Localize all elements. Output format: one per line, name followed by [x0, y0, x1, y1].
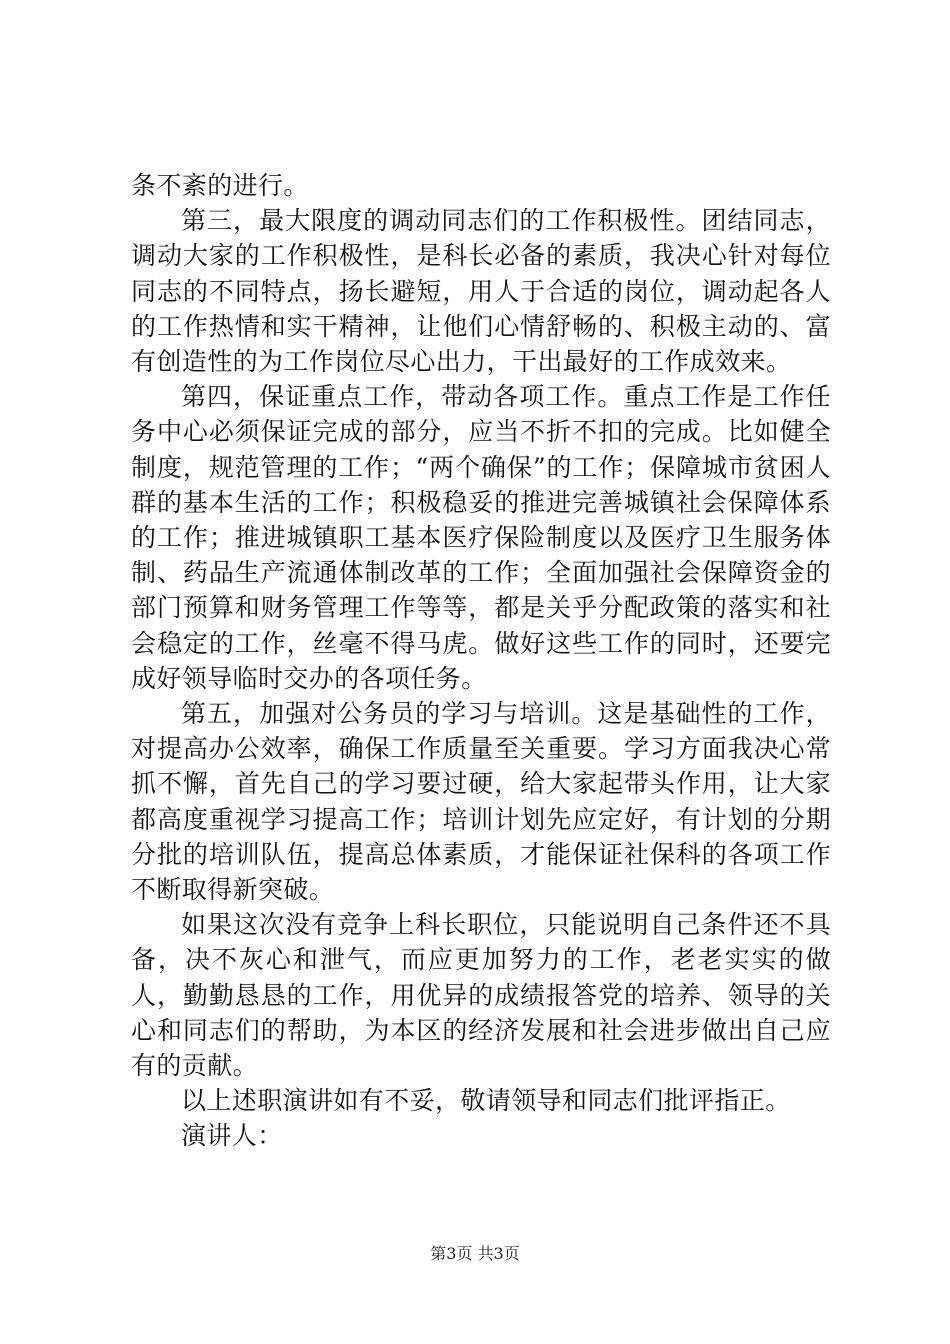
document-body: [131, 168, 831, 1154]
paragraph-closing-remark: 以上述职演讲如有不妥，敬请领导和同志们批评指正。: [181, 1086, 791, 1116]
paragraph-conclusion: 如果这次没有竞争上科长职位，只能说明自己条件还不具备，决不灰心和泄气，而应更加努力的工作，老老实实的做人，勤勤恳恳的工作，用优异的成绩报答党的培养、领导的关心和同志们的帮助，为本区的经济发展和社会进步做出自己应有的贡献。: [131, 910, 831, 1081]
paragraph-continuation: 条不紊的进行。: [131, 171, 309, 200]
page-number-footer: 第3页 共3页: [430, 1244, 520, 1263]
speaker-signature-line: 演讲人：: [181, 1121, 283, 1151]
paragraph-point-four: 第四，保证重点工作，带动各项工作。重点工作是工作任务中心必须保证完成的部分，应当不折不扣的完成。比如健全制度，规范管理的工作；“两个确保”的工作；保障城市贫困人群的基本生活的工作；积极稳妥的推进完善城镇社会保障体系的工作；推进城镇职工基本医疗保险制度以及医疗卫生服务体制、药品生产流通体制改革的工作；全面加强社会保障资金的部门预算和财务管理工作等等，都是关乎分配政策的落实和社会稳定的工作，丝毫不得马虎。做好这些工作的同时，还要完成好领导临时交办的各项任务。: [131, 382, 831, 693]
paragraph-point-three: 第三，最大限度的调动同志们的工作积极性。团结同志，调动大家的工作积极性，是科长必备的素质，我决心针对每位同志的不同特点，扬长避短，用人于合适的岗位，调动起各人的工作热情和实干精神，让他们心情舒畅的、积极主动的、富有创造性的为工作岗位尽心出力，干出最好的工作成效来。: [131, 206, 831, 377]
paragraph-point-five: 第五，加强对公务员的学习与培训。这是基础性的工作，对提高办公效率，确保工作质量至关重要。学习方面我决心常抓不懈，首先自己的学习要过硬，给大家起带头作用，让大家都高度重视学习提高工作；培训计划先应定好，有计划的分期分批的培训队伍，提高总体素质，才能保证社保科的各项工作不断取得新突破。: [131, 699, 831, 905]
